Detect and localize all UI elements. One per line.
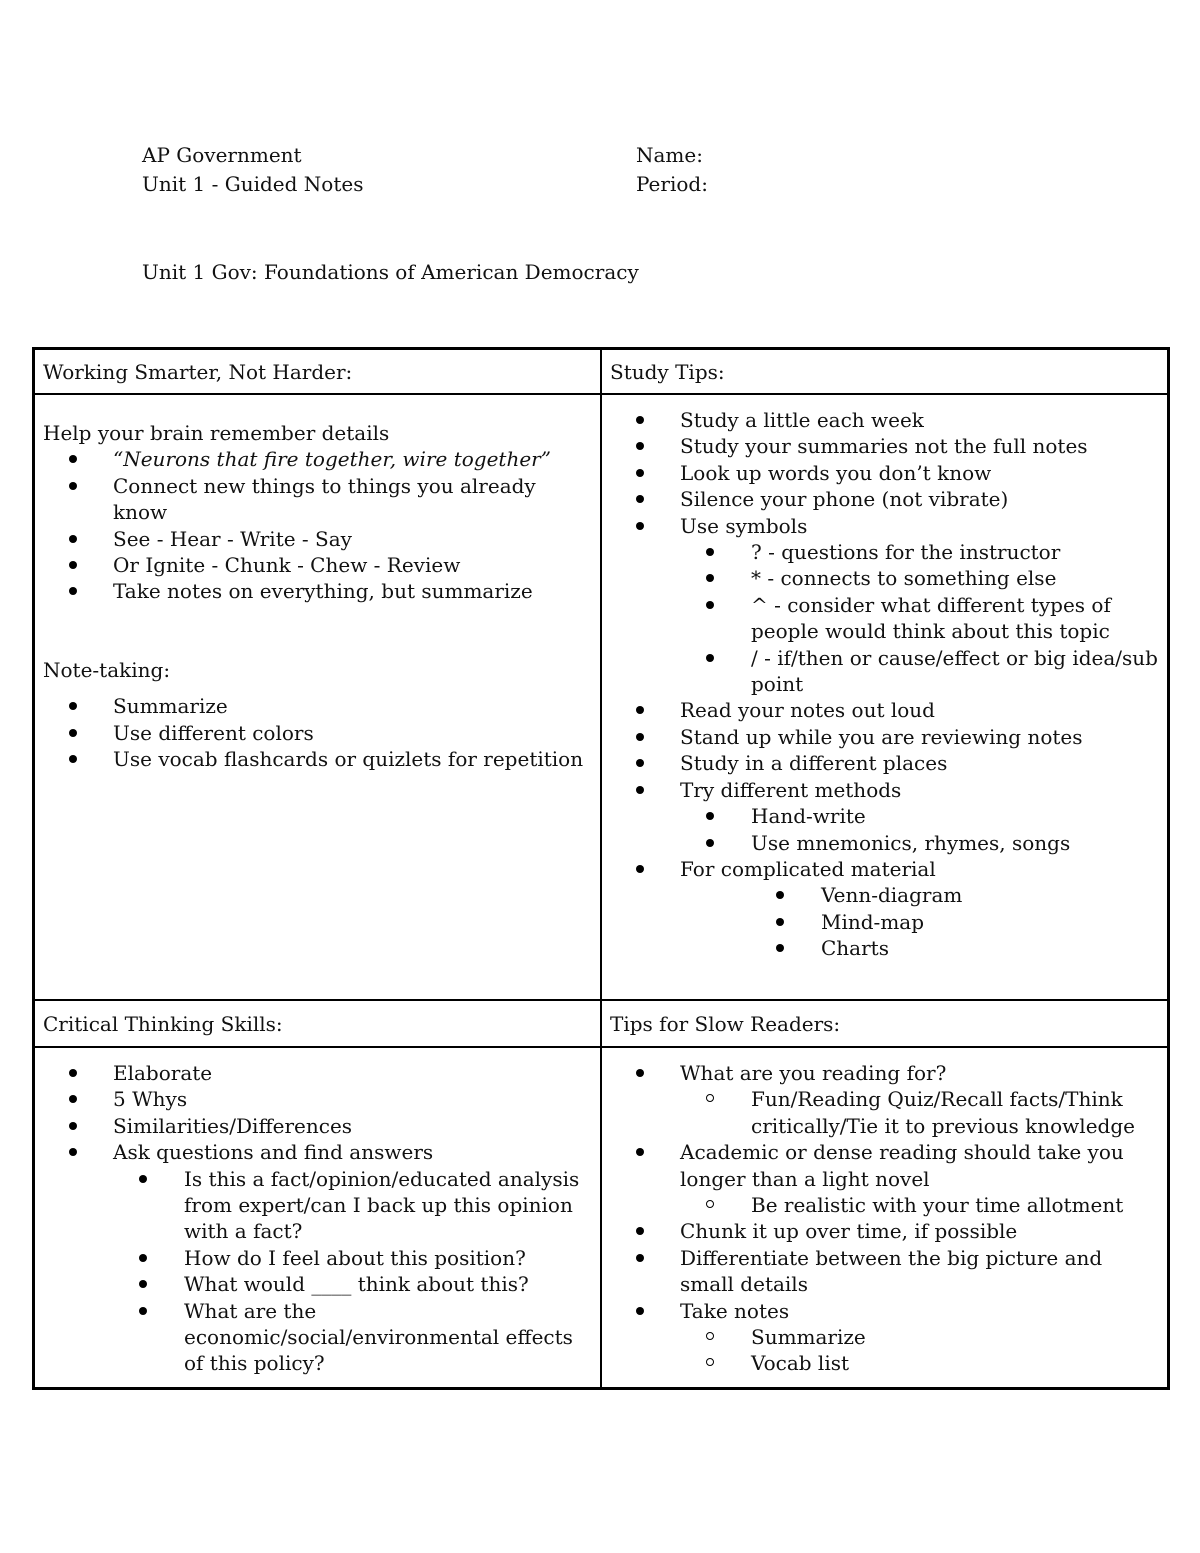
ask-questions-label: Ask questions and find answers xyxy=(113,1140,434,1165)
memory-list xyxy=(0,446,593,604)
list-item: Look up words you don’t know xyxy=(610,460,1162,486)
unit-notes-label: Unit 1 - Guided Notes xyxy=(142,172,364,196)
complicated-material-list xyxy=(610,882,1162,961)
list-item: Mind-map xyxy=(610,909,1162,935)
use-symbols-label: Use symbols xyxy=(680,513,808,538)
list-item: Elaborate xyxy=(43,1060,593,1086)
name-label: Name: xyxy=(636,143,703,167)
list-item: Use different colors xyxy=(43,720,593,746)
list-item: Read your notes out loud xyxy=(610,697,1162,723)
take-notes-sublist xyxy=(610,1324,1162,1377)
list-item: Study a little each week xyxy=(610,407,1162,433)
reading-for-label: What are you reading for? xyxy=(680,1061,947,1085)
list-item: Use mnemonics, rhymes, songs xyxy=(610,830,1162,856)
list-item: What would ____ think about this? xyxy=(43,1271,593,1297)
note-taking-label: Note-taking: xyxy=(43,657,171,682)
list-item: What are the economic/social/environmental effects of this policy? xyxy=(43,1298,593,1377)
table-border-right xyxy=(1167,347,1170,1390)
list-item: Study in a different places xyxy=(610,750,1162,776)
list-item: Summarize xyxy=(43,693,593,719)
slow-readers-list xyxy=(610,1060,1162,1377)
table-column-divider xyxy=(600,347,602,1390)
list-item: Hand-write xyxy=(610,803,1162,829)
list-item: Take notes on everything, but summarize xyxy=(43,578,593,604)
academic-reading-label: Academic or dense reading should take you longer than a light novel xyxy=(680,1140,1124,1191)
study-tips-body xyxy=(610,407,1162,962)
list-item: / - if/then or cause/effect or big idea/sub point xyxy=(610,645,1162,698)
list-item: Differentiate between the big picture and small details xyxy=(610,1245,1162,1298)
try-methods-label: Try different methods xyxy=(680,777,902,802)
list-item: Summarize xyxy=(610,1324,1162,1350)
critical-thinking-list xyxy=(43,1060,593,1377)
list-item: ? - questions for the instructor xyxy=(610,539,1162,565)
working-smarter-title: Working Smarter, Not Harder: xyxy=(43,360,353,384)
academic-reading-sublist xyxy=(610,1192,1162,1218)
list-item xyxy=(610,777,1162,856)
list-item: See - Hear - Write - Say xyxy=(43,526,593,552)
list-item: Connect new things to things you already know xyxy=(43,473,593,526)
list-item xyxy=(610,856,1162,962)
course-name: AP Government xyxy=(142,143,302,167)
take-notes-label: Take notes xyxy=(680,1298,790,1323)
questions-list xyxy=(43,1166,593,1377)
list-item xyxy=(610,1060,1162,1139)
reading-for-sublist xyxy=(610,1086,1162,1139)
list-item: Stand up while you are reviewing notes xyxy=(610,724,1162,750)
list-item: ^ - consider what different types of people would think about this topic xyxy=(610,592,1162,645)
list-item: Is this a fact/opinion/educated analysis from expert/can I back up this opinion with a fact? xyxy=(43,1166,593,1245)
list-item: How do I feel about this position? xyxy=(43,1245,593,1271)
list-item: Or Ignite - Chunk - Chew - Review xyxy=(43,552,593,578)
slow-readers-body xyxy=(610,1060,1162,1377)
document-title: Unit 1 Gov: Foundations of American Democracy xyxy=(142,260,639,284)
list-item: 5 Whys xyxy=(43,1086,593,1112)
list-item xyxy=(43,1139,593,1377)
list-item: Venn-diagram xyxy=(610,882,1162,908)
working-smarter-intro: Help your brain remember details xyxy=(43,421,390,445)
list-item: Chunk it up over time, if possible xyxy=(610,1218,1162,1244)
note-taking-list xyxy=(0,693,593,772)
period-label: Period: xyxy=(636,172,708,196)
methods-list xyxy=(610,803,1162,856)
slow-readers-title: Tips for Slow Readers: xyxy=(610,1012,841,1036)
list-item: * - connects to something else xyxy=(610,565,1162,591)
list-item xyxy=(610,1139,1162,1218)
list-item: Fun/Reading Quiz/Recall facts/Think critically/Tie it to previous knowledge xyxy=(610,1086,1162,1139)
list-item: Use vocab flashcards or quizlets for repetition xyxy=(43,746,593,772)
symbols-list xyxy=(610,539,1162,697)
list-item xyxy=(610,1298,1162,1377)
list-item: Be realistic with your time allotment xyxy=(610,1192,1162,1218)
list-item: Vocab list xyxy=(610,1350,1162,1376)
study-tips-list xyxy=(610,407,1162,962)
critical-thinking-body xyxy=(43,1060,593,1377)
complicated-material-label: For complicated material xyxy=(680,856,936,881)
study-tips-title: Study Tips: xyxy=(610,360,725,384)
list-item: Silence your phone (not vibrate) xyxy=(610,486,1162,512)
header-left xyxy=(142,141,363,199)
list-item: Study your summaries not the full notes xyxy=(610,433,1162,459)
header-right xyxy=(636,141,708,199)
list-item: Charts xyxy=(610,935,1162,961)
working-smarter-body xyxy=(43,420,593,772)
list-item: “Neurons that fire together, wire together” xyxy=(43,446,593,472)
list-item xyxy=(610,513,1162,698)
critical-thinking-title: Critical Thinking Skills: xyxy=(43,1012,283,1036)
list-item: Similarities/Differences xyxy=(43,1113,593,1139)
